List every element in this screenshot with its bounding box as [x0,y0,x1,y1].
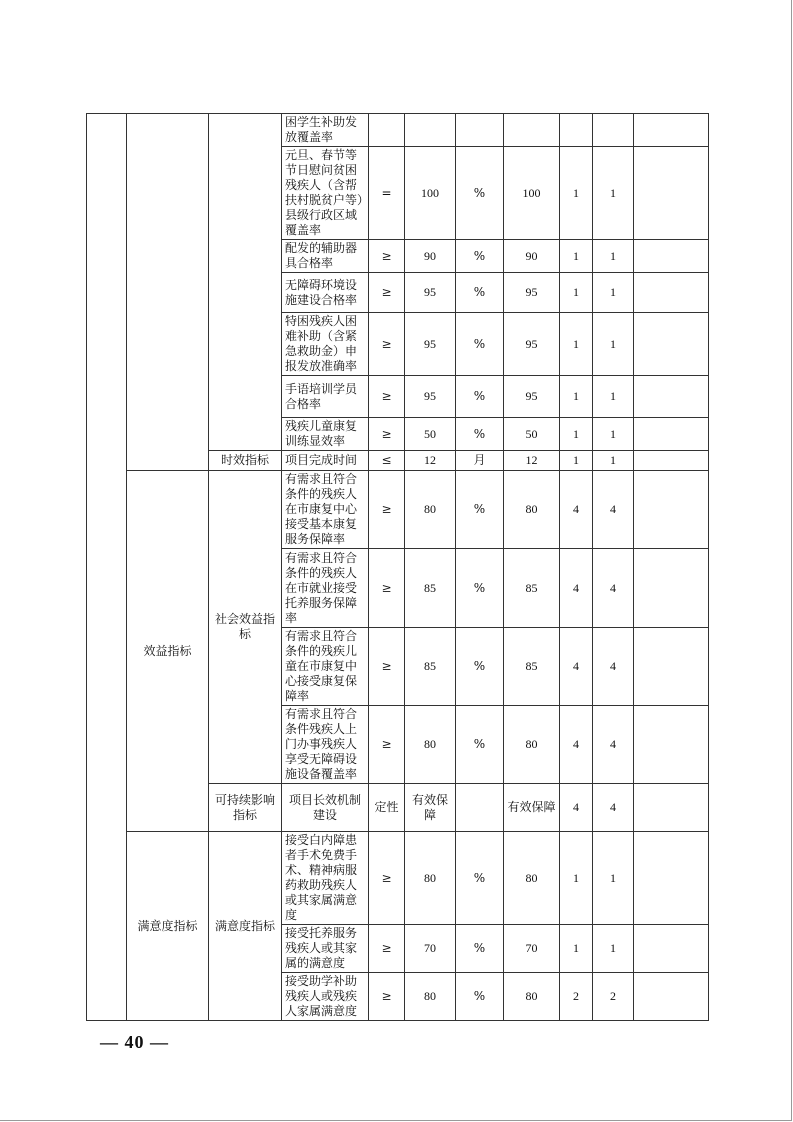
sub-indicator-label: 时效指标 [209,451,282,471]
score: 1 [593,147,634,240]
indicator-name: 接受助学补助残疾人或残疾人家属满意度 [282,973,369,1021]
indicator-name: 项目长效机制建设 [282,784,369,832]
score: 4 [593,628,634,706]
remark [634,784,709,832]
indicator-name: 接受白内障患者手术免费手术、精神病服药救助残疾人或其家属满意度 [282,832,369,925]
target-value: 95 [405,376,456,418]
score: 1 [593,451,634,471]
weight: 4 [560,628,593,706]
sub-indicator-label: 可持续影响指标 [209,784,282,832]
score [593,114,634,147]
unit: % [456,376,504,418]
table-row [87,114,709,147]
unit: % [456,706,504,784]
actual-value: 90 [504,240,560,273]
operator: ≥ [369,549,405,628]
unit: % [456,240,504,273]
weight: 1 [560,273,593,313]
remark [634,471,709,549]
unit: % [456,973,504,1021]
sub-indicator-label: 满意度指标 [209,832,282,1021]
remark [634,240,709,273]
actual-value: 80 [504,706,560,784]
actual-value: 70 [504,925,560,973]
indicator-name: 接受托养服务残疾人或其家属的满意度 [282,925,369,973]
level1-cell [87,114,127,1021]
weight: 4 [560,471,593,549]
target-value: 80 [405,471,456,549]
remark [634,114,709,147]
indicator-name: 困学生补助发放覆盖率 [282,114,369,147]
weight: 1 [560,418,593,451]
actual-value: 95 [504,273,560,313]
operator: ≥ [369,706,405,784]
remark [634,549,709,628]
remark [634,376,709,418]
unit: % [456,925,504,973]
remark [634,925,709,973]
target-value: 90 [405,240,456,273]
target-value: 70 [405,925,456,973]
operator [369,114,405,147]
operator: = [369,147,405,240]
score: 1 [593,418,634,451]
unit: % [456,418,504,451]
operator: ≥ [369,313,405,376]
score: 1 [593,240,634,273]
weight: 1 [560,376,593,418]
score: 1 [593,273,634,313]
unit: % [456,628,504,706]
weight: 4 [560,784,593,832]
indicator-name: 项目完成时间 [282,451,369,471]
target-value: 80 [405,973,456,1021]
category-label: 效益指标 [127,471,209,832]
score: 1 [593,925,634,973]
unit: 月 [456,451,504,471]
actual-value: 95 [504,376,560,418]
page-number: — 40 — [100,1032,169,1052]
unit [456,114,504,147]
operator: ≥ [369,973,405,1021]
target-value: 95 [405,273,456,313]
remark [634,832,709,925]
actual-value: 100 [504,147,560,240]
score: 1 [593,832,634,925]
score: 4 [593,706,634,784]
operator: ≥ [369,418,405,451]
indicator-name: 残疾儿童康复训练显效率 [282,418,369,451]
actual-value: 80 [504,973,560,1021]
target-value: 80 [405,706,456,784]
weight: 1 [560,240,593,273]
table-row [87,832,709,925]
indicator-name: 有需求且符合条件残疾人上门办事残疾人享受无障碍设施设备覆盖率 [282,706,369,784]
weight: 1 [560,451,593,471]
actual-value: 80 [504,832,560,925]
unit: % [456,273,504,313]
score: 1 [593,313,634,376]
operator: ≥ [369,471,405,549]
remark [634,451,709,471]
score: 2 [593,973,634,1021]
actual-value: 50 [504,418,560,451]
target-value: 100 [405,147,456,240]
remark [634,628,709,706]
weight: 2 [560,973,593,1021]
remark [634,418,709,451]
actual-value: 有效保障 [504,784,560,832]
unit [456,784,504,832]
actual-value: 95 [504,313,560,376]
remark [634,973,709,1021]
target-value: 50 [405,418,456,451]
operator: ≥ [369,925,405,973]
indicator-name: 特困残疾人困难补助（含紧急救助金）申报发放准确率 [282,313,369,376]
target-value: 80 [405,832,456,925]
unit: % [456,147,504,240]
unit: % [456,549,504,628]
weight [560,114,593,147]
indicator-name: 有需求且符合条件的残疾人在市就业接受托养服务保障率 [282,549,369,628]
indicator-name: 配发的辅助器具合格率 [282,240,369,273]
operator: ≥ [369,240,405,273]
operator: ≤ [369,451,405,471]
remark [634,313,709,376]
score: 4 [593,784,634,832]
target-value: 95 [405,313,456,376]
target-value: 12 [405,451,456,471]
level3-cell [209,114,282,451]
remark [634,147,709,240]
operator: ≥ [369,376,405,418]
score: 1 [593,376,634,418]
weight: 1 [560,147,593,240]
unit: % [456,313,504,376]
indicator-name: 元旦、春节等节日慰问贫困残疾人（含帮扶村脱贫户等）县级行政区域覆盖率 [282,147,369,240]
sub-indicator-label: 社会效益指标 [209,471,282,784]
performance-indicator-table [86,113,709,1021]
weight: 1 [560,313,593,376]
actual-value: 85 [504,628,560,706]
score: 4 [593,549,634,628]
indicator-name: 手语培训学员合格率 [282,376,369,418]
actual-value: 85 [504,549,560,628]
target-value: 85 [405,628,456,706]
weight: 4 [560,549,593,628]
table-row [87,471,709,549]
actual-value: 80 [504,471,560,549]
operator: ≥ [369,273,405,313]
score: 4 [593,471,634,549]
target-value: 有效保障 [405,784,456,832]
target-value: 85 [405,549,456,628]
remark [634,706,709,784]
weight: 1 [560,925,593,973]
category-label: 满意度指标 [127,832,209,1021]
weight: 4 [560,706,593,784]
level2-cell [127,114,209,471]
operator: ≥ [369,628,405,706]
indicator-name: 无障碍环境设施建设合格率 [282,273,369,313]
weight: 1 [560,832,593,925]
target-value [405,114,456,147]
indicator-name: 有需求且符合条件的残疾儿童在市康复中心接受康复保障率 [282,628,369,706]
actual-value [504,114,560,147]
remark [634,273,709,313]
unit: % [456,471,504,549]
unit: % [456,832,504,925]
actual-value: 12 [504,451,560,471]
operator: 定性 [369,784,405,832]
indicator-name: 有需求且符合条件的残疾人在市康复中心接受基本康复服务保障率 [282,471,369,549]
operator: ≥ [369,832,405,925]
